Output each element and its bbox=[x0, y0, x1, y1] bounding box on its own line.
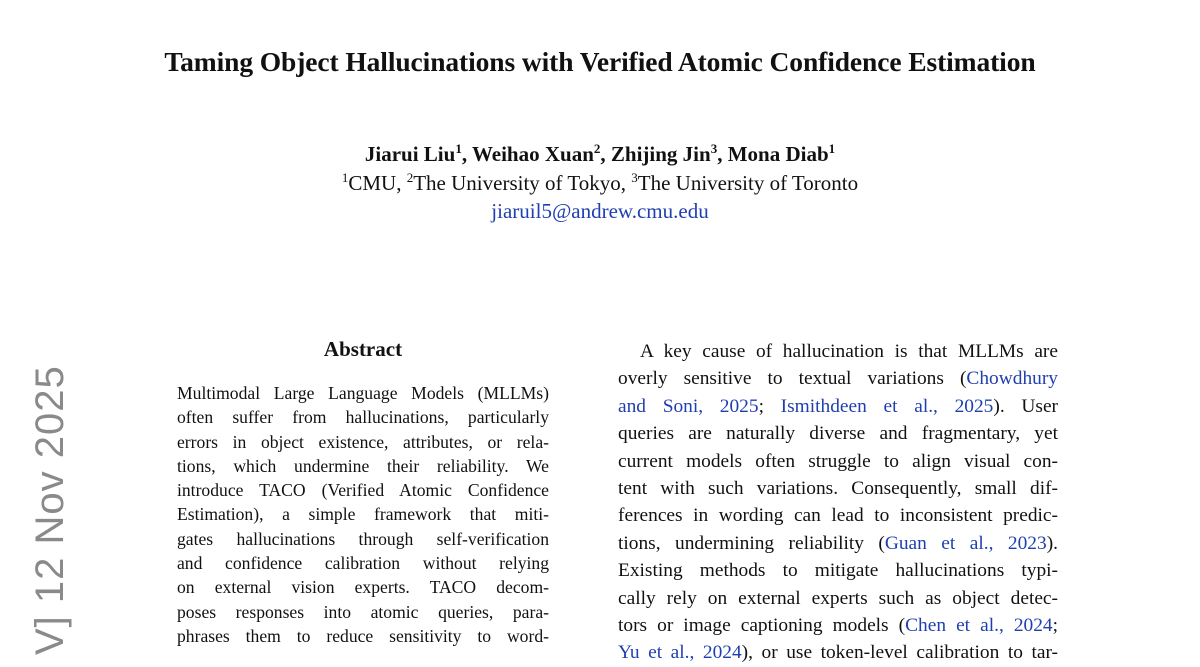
intro-line: Existing methods to mitigate hallucinations typi- bbox=[618, 560, 1058, 582]
abstract-line: introduce TACO (Verified Atomic Confidence bbox=[177, 480, 549, 501]
abstract-body bbox=[177, 381, 549, 648]
intro-line: tions, undermining reliability (Guan et al., 2023). bbox=[618, 532, 1058, 554]
intro-line: ferences in wording can lead to inconsistent predic- bbox=[618, 505, 1058, 527]
intro-line: queries are naturally diverse and fragmentary, yet bbox=[618, 423, 1058, 445]
citation-link[interactable]: Guan et al., 2023 bbox=[884, 532, 1047, 554]
intro-line: A key cause of hallucination is that MLLMs are bbox=[640, 341, 1058, 362]
introduction-body bbox=[618, 338, 1058, 667]
intro-line: and Soni, 2025; Ismithdeen et al., 2025). User bbox=[618, 395, 1059, 417]
author-email-row bbox=[0, 199, 1200, 224]
abstract-heading: Abstract bbox=[323, 337, 403, 361]
intro-line: current models often struggle to align visual con- bbox=[618, 450, 1058, 472]
citation-link[interactable]: Ismithdeen et al., 2025 bbox=[780, 395, 994, 417]
abstract-line: Estimation), a simple framework that miti- bbox=[177, 504, 549, 525]
abstract-line: poses responses into atomic queries, para- bbox=[177, 601, 549, 622]
abstract-line: Multimodal Large Language Models (MLLMs) bbox=[177, 383, 549, 403]
author: Weihao Xuan$^2$ bbox=[471, 141, 601, 166]
author-email-link[interactable]: jiaruil5@andrew.cmu.edu bbox=[491, 199, 709, 223]
abstract-line: and confidence calibration without relying bbox=[177, 553, 549, 574]
abstract-line: often suffer from hallucinations, particularly bbox=[177, 407, 549, 428]
intro-line: tent with such variations. Consequently, small dif- bbox=[618, 478, 1058, 500]
paper-title: Taming Object Hallucinations with Verified Atomic Confidence Estimation bbox=[164, 46, 1036, 77]
citation-link[interactable]: and Soni, 2025 bbox=[618, 395, 759, 417]
author: Mona Diab$^1$ bbox=[727, 141, 836, 166]
intro-line: overly sensitive to textual variations (Chowdhury bbox=[618, 368, 1058, 390]
citation-link[interactable]: Chowdhury bbox=[966, 368, 1058, 390]
affiliation: $^1$CMU bbox=[341, 170, 397, 195]
author: Jiarui Liu$^1$ bbox=[364, 141, 462, 166]
abstract-line: errors in object existence, attributes, or rela- bbox=[177, 431, 549, 452]
intro-line: cally rely on external experts such as object detec- bbox=[618, 587, 1058, 609]
abstract-line: on external vision experts. TACO decom- bbox=[177, 577, 549, 598]
affiliation-list: $^1$CMU, $^2$The University of Tokyo, $^3$The University of Toronto bbox=[341, 170, 859, 195]
abstract-line: phrases them to reduce sensitivity to word- bbox=[177, 625, 549, 646]
citation-link[interactable]: Chen et al., 2024 bbox=[905, 615, 1053, 637]
abstract-line: gates hallucinations through self-verification bbox=[177, 528, 549, 549]
abstract-line: tions, which undermine their reliability. We bbox=[177, 455, 549, 476]
author: Zhijing Jin$^3$ bbox=[610, 141, 718, 166]
affiliation: $^3$The University of Toronto bbox=[631, 170, 859, 195]
author-list: Jiarui Liu$^1$, Weihao Xuan$^2$, Zhijing Jin$^3$, Mona Diab$^1$ bbox=[364, 141, 836, 166]
citation-link[interactable]: Yu et al., 2024 bbox=[618, 642, 742, 664]
arxiv-side-stamp: V] 12 Nov 2025 bbox=[28, 365, 72, 655]
intro-line: tors or image captioning models (Chen et al., 2024; bbox=[618, 615, 1058, 637]
intro-line: Yu et al., 2024), or use token-level calibration to tar- bbox=[618, 642, 1058, 664]
affiliation: $^2$The University of Tokyo bbox=[406, 170, 621, 195]
